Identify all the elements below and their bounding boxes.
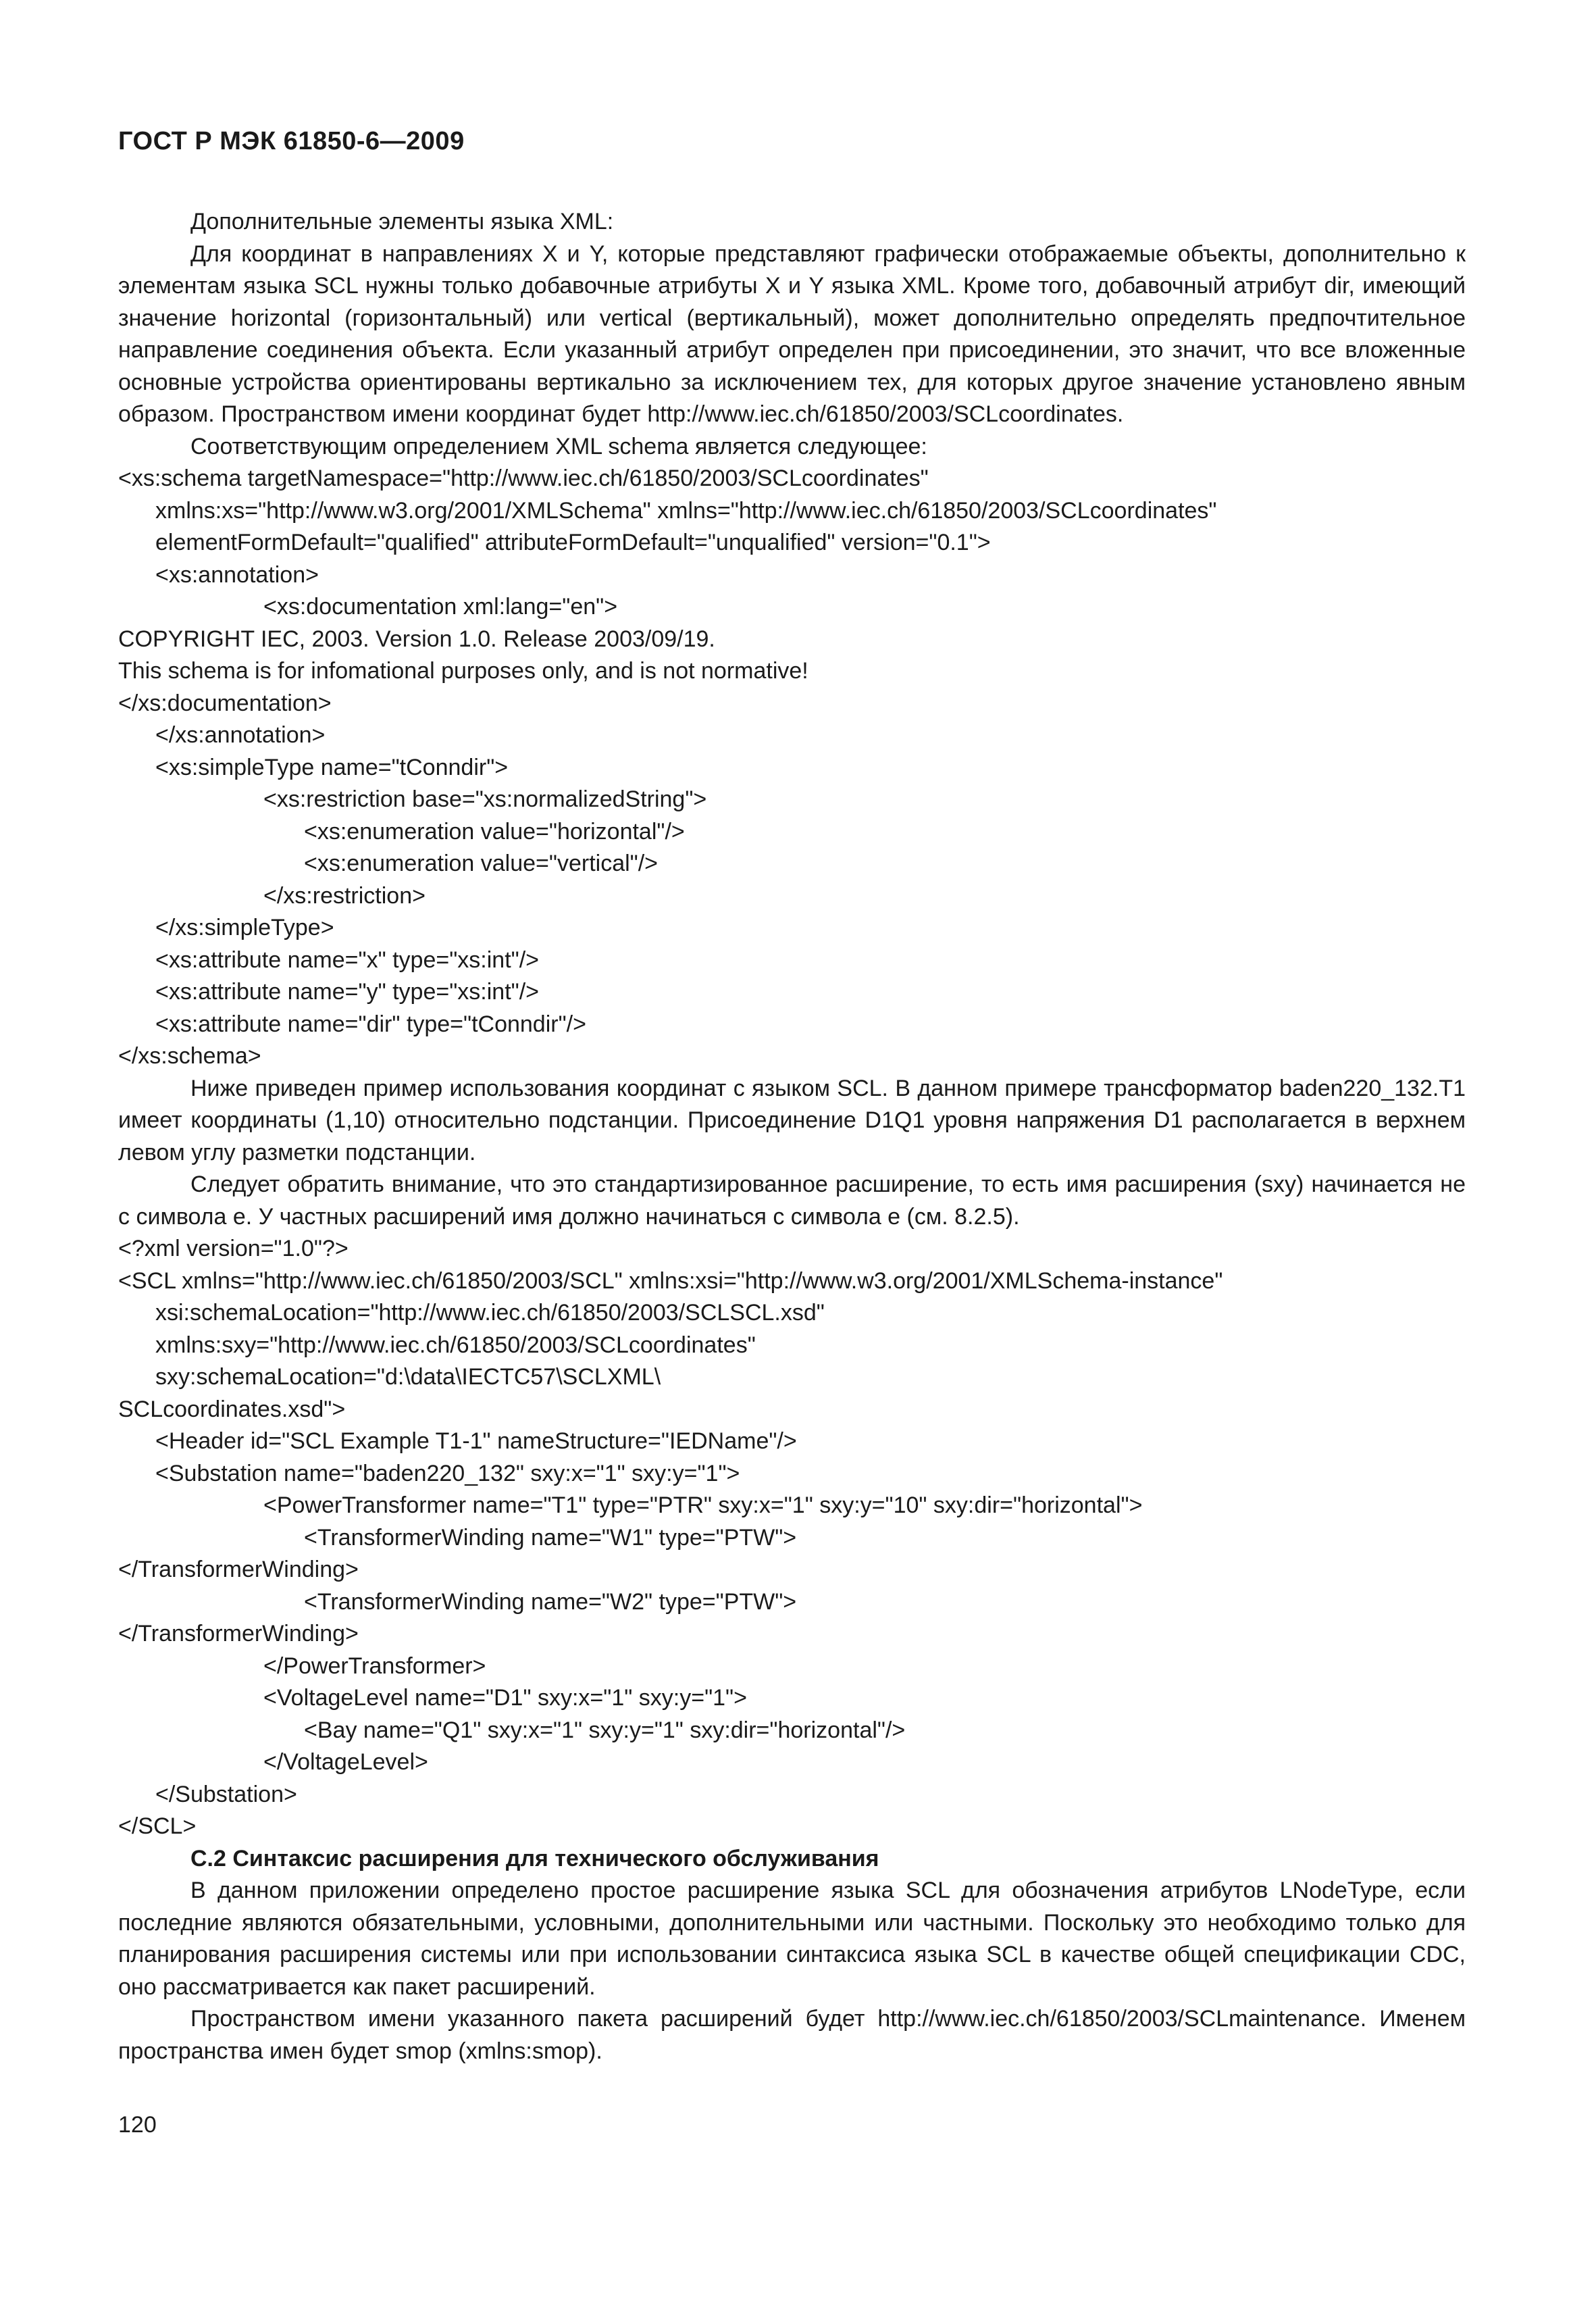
code-line: <xs:schema targetNamespace="http://www.iec.ch/61850/2003/SCLcoordinates" xyxy=(118,466,929,491)
section-c2-paragraph-1: В данном приложении определено простое расширение языка SCL для обозначения атрибутов LNodeType, если последние являются обязательными, условными, дополнительными или частными. Поскольку это необходимо только для планирования расширения системы или при использовании синтаксиса языка SCL в качестве общей спецификации CDC, оно рассматривается как пакет расширений. xyxy=(118,1878,1466,2000)
code-line: This schema is for infomational purposes only, and is not normative! xyxy=(118,658,808,684)
code-line: <TransformerWinding name="W1" type="PTW"> xyxy=(304,1524,797,1551)
code-line: xsi:schemaLocation="http://www.iec.ch/61850/2003/SCLSCL.xsd" xyxy=(155,1300,825,1326)
code-line: <VoltageLevel name="D1" sxy:x="1" sxy:y="1"> xyxy=(263,1685,747,1711)
page-header: ГОСТ Р МЭК 61850-6—2009 xyxy=(118,127,465,155)
code-line: <xs:attribute name="x" type="xs:int"/> xyxy=(155,947,540,973)
code-line: <xs:restriction base="xs:normalizedString"> xyxy=(263,786,707,812)
section-c2-paragraph-2: Пространством имени указанного пакета расширений будет http://www.iec.ch/61850/2003/SCLmaintenance. Именем пространства имен будет smop (xmlns:smop). xyxy=(118,2006,1466,2064)
code-line: sxy:schemaLocation="d:\data\IECTC57\SCLXML\ xyxy=(155,1364,661,1390)
code-line: <xs:annotation> xyxy=(155,561,319,588)
code-line: </TransformerWinding> xyxy=(118,1557,359,1582)
code-line: <Header id="SCL Example T1-1" nameStructure="IEDName"/> xyxy=(155,1428,797,1454)
intro-title: Дополнительные элементы языка XML: xyxy=(190,209,614,234)
code-line: <SCL xmlns="http://www.iec.ch/61850/2003/SCL" xmlns:xsi="http://www.w3.org/2001/XMLSchema-instance" xyxy=(118,1267,1223,1294)
page-number: 120 xyxy=(118,2112,157,2138)
code-line: <xs:enumeration value="vertical"/> xyxy=(304,851,659,876)
code-line: <xs:simpleType name="tConndir"> xyxy=(155,754,509,780)
code-line: SCLcoordinates.xsd"> xyxy=(118,1396,346,1422)
example-paragraph-1: Ниже приведен пример использования координат с языком SCL. В данном примере трансформатор baden220_132.T1 имеет координаты (1,10) относительно подстанции. Присоединение D1Q1 уровня напряжения D1 располагается в верхнем левом углу разметки подстанции. xyxy=(118,1075,1466,1165)
code-line: <TransformerWinding name="W2" type="PTW"> xyxy=(304,1588,797,1615)
code-line: </xs:simpleType> xyxy=(155,915,334,940)
code-line: elementFormDefault="qualified" attributeFormDefault="unqualified" version="0.1"> xyxy=(155,530,991,555)
schema-code-block xyxy=(118,463,1466,1073)
code-line: <PowerTransformer name="T1" type="PTR" sxy:x="1" sxy:y="10" sxy:dir="horizontal"> xyxy=(263,1492,1143,1518)
section-heading-c2: С.2 Синтаксис расширения для технического обслуживания xyxy=(190,1845,879,1871)
code-line: </xs:documentation> xyxy=(118,690,332,716)
code-line: xmlns:xs="http://www.w3.org/2001/XMLSchema" xmlns="http://www.iec.ch/61850/2003/SCLcoordinates" xyxy=(155,497,1217,524)
code-line: COPYRIGHT IEC, 2003. Version 1.0. Release 2003/09/19. xyxy=(118,626,715,652)
code-line: <Bay name="Q1" sxy:x="1" sxy:y="1" sxy:dir="horizontal"/> xyxy=(304,1717,906,1743)
code-line: </xs:annotation> xyxy=(155,722,326,748)
code-line: </xs:schema> xyxy=(118,1043,261,1069)
intro-paragraph-2: Соответствующим определением XML schema является следующее: xyxy=(190,433,927,459)
intro-paragraph-1: Для координат в направлениях X и Y, которые представляют графически отображаемые объекты, дополнительно к элементам языка SCL нужны только добавочные атрибуты X и Y языка XML. Кроме того, добавочный атрибут dir, имеющий значение horizontal (горизонтальный) или vertical (вертикальный), может дополнительно определять предпочтительное направление соединения объекта. Если указанный атрибут определен при присоединении, это значит, что все вложенные основные устройства ориентированы вертикально за исключением тех, для которых другое значение установлено явным образом. Пространством имени координат будет http://www.iec.ch/61850/2003/SCLcoordinates. xyxy=(118,241,1466,427)
code-line: <xs:attribute name="y" type="xs:int"/> xyxy=(155,979,540,1005)
document-body xyxy=(118,206,1466,2067)
code-line: <Substation name="baden220_132" sxy:x="1" sxy:y="1"> xyxy=(155,1460,740,1486)
code-line: </VoltageLevel> xyxy=(263,1749,428,1775)
code-line: </SCL> xyxy=(118,1813,197,1839)
code-line: <xs:attribute name="dir" type="tConndir"/> xyxy=(155,1011,586,1037)
code-line: <?xml version="1.0"?> xyxy=(118,1236,349,1261)
code-line: <xs:enumeration value="horizontal"/> xyxy=(304,818,685,845)
code-line: </Substation> xyxy=(155,1781,297,1807)
code-line: </PowerTransformer> xyxy=(263,1653,486,1679)
scl-code-block xyxy=(118,1233,1466,1843)
code-line: <xs:documentation xml:lang="en"> xyxy=(263,594,618,620)
code-line: </TransformerWinding> xyxy=(118,1621,359,1646)
example-paragraph-2: Следует обратить внимание, что это стандартизированное расширение, то есть имя расширения (sxy) начинается не с символа e. У частных расширений имя должно начинаться с символа e (см. 8.2.5). xyxy=(118,1172,1466,1230)
code-line: xmlns:sxy="http://www.iec.ch/61850/2003/SCLcoordinates" xyxy=(155,1332,756,1358)
code-line: </xs:restriction> xyxy=(263,882,426,909)
